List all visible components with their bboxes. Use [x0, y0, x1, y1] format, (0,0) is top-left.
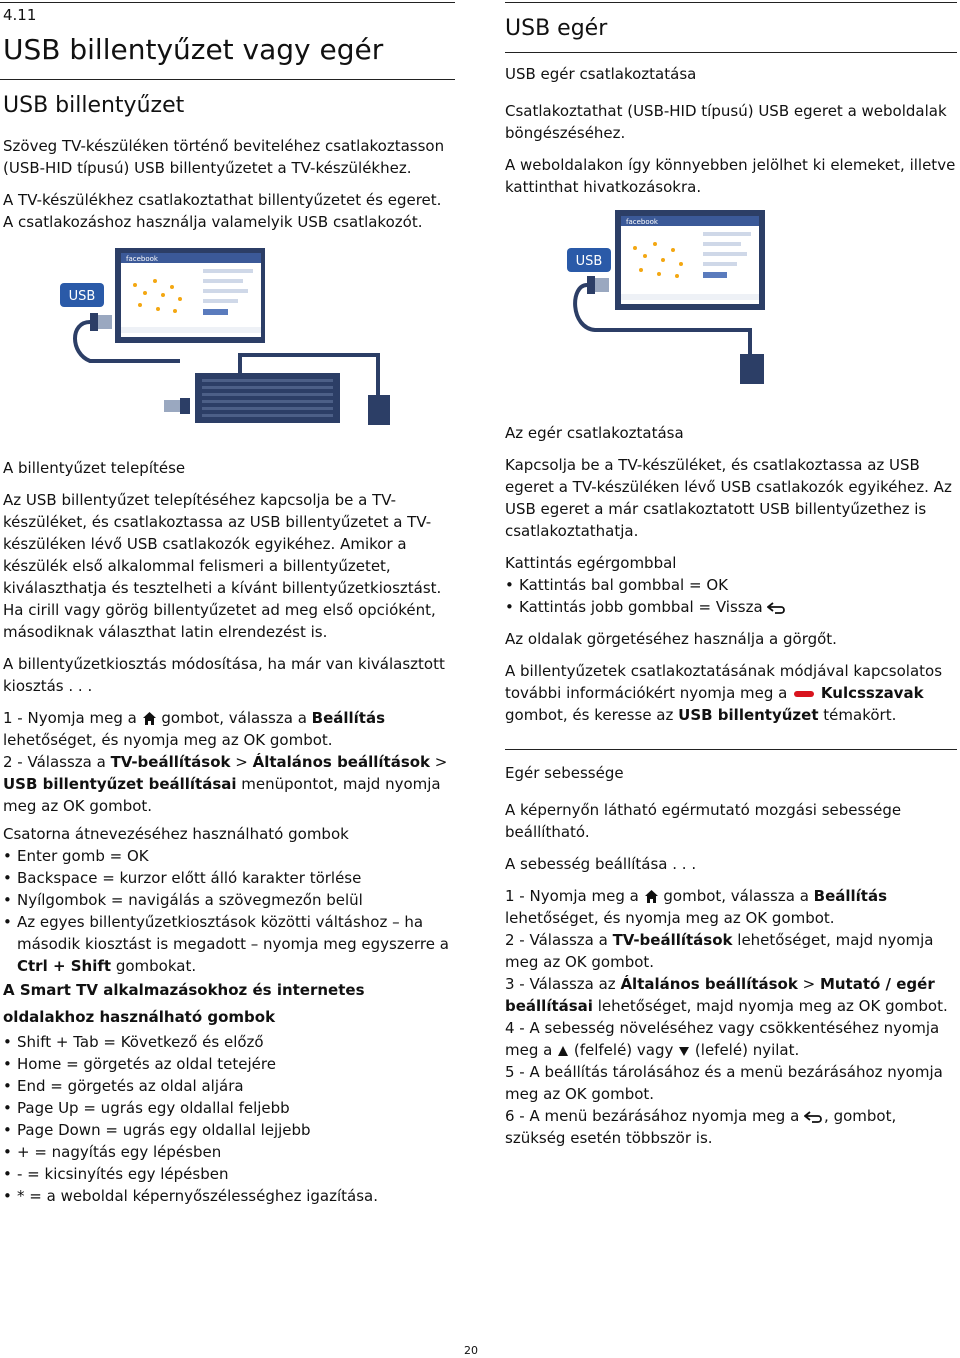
- usb-keyboard-term: USB billentyűzet: [678, 706, 819, 724]
- section-number: 4.11: [3, 6, 37, 24]
- keywords-term: Kulcsszavak: [820, 684, 924, 702]
- step-text: lehetőséget, és nyomja meg az: [505, 909, 746, 927]
- usb-label: USB: [68, 289, 96, 304]
- mouse-heading-rule: [505, 52, 957, 53]
- mouse-paragraph-1: Csatlakoztathat (USB-HID típusú) USB egeret a weboldalak böngészéséhez.: [505, 102, 947, 142]
- smart-heading: A Smart TV alkalmazásokhoz és internetes oldalakhoz használható gombok: [3, 981, 365, 1026]
- list-text: gombokat.: [111, 957, 197, 975]
- settings-term: Beállítás: [311, 709, 386, 727]
- install-text: csatlakozók egyikéhez. Amikor a készülék első alkalommal felismeri a billentyűzetet, kiválaszthatja és tesztelheti a kívánt billentyűzetkiosztást. Ha cirill vagy görög billentyűzetet ad meg első opcióként, másodiknak választhat latin elrendezést is.: [3, 535, 442, 641]
- step-text: 1 - Nyomja meg a: [505, 887, 644, 905]
- smart-list: [3, 1031, 458, 1207]
- install-paragraph-1: [3, 489, 458, 643]
- general-settings-term: Általános beállítások: [252, 753, 431, 771]
- back-term: Vissza: [715, 598, 763, 616]
- mouse-heading: USB egér: [505, 16, 608, 41]
- step-text: gombot.: [586, 1085, 655, 1103]
- back-icon: [804, 1111, 824, 1123]
- more-text: témakört.: [818, 706, 897, 724]
- keyboard-device: [195, 373, 340, 423]
- tv-settings-term: TV-beállítások: [110, 753, 231, 771]
- list-item: • Page Up = ugrás egy oldallal feljebb: [3, 1097, 458, 1119]
- settings-term: Beállítás: [813, 887, 888, 905]
- install-body: [3, 489, 458, 1207]
- speed-step-3: [505, 973, 957, 1017]
- ok-term: OK: [745, 909, 768, 927]
- mouse-intro: [505, 100, 957, 198]
- usb-badge: [60, 283, 104, 307]
- step-text: gombot, válassza a: [156, 709, 312, 727]
- step-text: gombot.: [767, 909, 835, 927]
- list-item: [505, 596, 957, 618]
- list-item: [3, 911, 458, 977]
- speed-step-6: [505, 1105, 957, 1149]
- step-text: gombot.: [84, 797, 153, 815]
- mouse-paragraph-2: A weboldalakon így könnyebben jelölhet ki elemeket, illetve kattinthat hivatkozásokra.: [505, 156, 956, 196]
- install-paragraph-2: A billentyűzetkiosztás módosítása, ha már van kiválasztott kiosztás . . .: [3, 655, 445, 695]
- step-text: 6 - A menü bezárásához nyomja meg a: [505, 1107, 805, 1125]
- arrow-down-icon: [678, 1045, 690, 1057]
- list-text: Az egyes billentyűzetkiosztások közötti váltáshoz – ha második kiosztást is megadott – nyomja meg egyszerre a: [17, 913, 449, 953]
- connect-text: csatlakozók egyikéhez. Az USB egeret a már csatlakoztatott USB billentyűzethez is csatlakoztathatja.: [505, 478, 952, 540]
- step-text: gombot.: [586, 953, 655, 971]
- list-item: • Shift + Tab = Következő és előző: [3, 1031, 458, 1053]
- step-text: gombot, válassza a: [658, 887, 814, 905]
- intro-text: A csatlakozáshoz használja valamelyik: [3, 213, 298, 231]
- usb-badge: [567, 248, 611, 272]
- general-settings-term: Általános beállítások: [620, 975, 798, 993]
- speed-rule: [505, 749, 957, 750]
- top-rule-left: [0, 2, 455, 3]
- more-text: A billentyűzetek csatlakoztatásának módjával kapcsolatos további információkért nyomja meg a: [505, 662, 943, 702]
- install-step-1: [3, 707, 458, 751]
- speed-step-1: [505, 885, 957, 929]
- speed-paragraph-2: A sebesség beállítása . . .: [505, 855, 697, 873]
- mouse-device: [740, 354, 764, 384]
- title-rule: [0, 79, 455, 80]
- step-text: 3 - Válassza az: [505, 975, 621, 993]
- step-text: gombot.: [880, 997, 948, 1015]
- ok-term: OK: [243, 731, 266, 749]
- tv-settings-term: TV-beállítások: [612, 931, 733, 949]
- step-text: 1 - Nyomja meg a: [3, 709, 142, 727]
- step-text: (lefelé) nyilat.: [690, 1041, 800, 1059]
- list-item: • End = görgetés az oldal aljára: [3, 1075, 458, 1097]
- list-item: • Nyílgombok = navigálás a szövegmezőn belül: [3, 889, 458, 911]
- list-text: Kattintás jobb gombbal =: [519, 598, 716, 616]
- page-number: 20: [464, 1344, 478, 1357]
- more-info-paragraph: [505, 660, 957, 726]
- separator: >: [230, 753, 253, 771]
- list-item: • Home = görgetés az oldal tetejére: [3, 1053, 458, 1075]
- back-icon: [767, 602, 787, 614]
- tv-screen: [115, 248, 265, 343]
- list-text: Kattintás bal gombbal =: [519, 576, 707, 594]
- step-text: 2 - Válassza a: [3, 753, 111, 771]
- connect-body: [505, 454, 957, 726]
- mouse-sub-heading: USB egér csatlakoztatása: [505, 65, 697, 83]
- speed-step-2: [505, 929, 957, 973]
- facebook-logo: facebook: [126, 255, 158, 263]
- speed-step-5: [505, 1061, 957, 1105]
- step-text: 4 - A sebesség növeléséhez vagy csökkentéséhez nyomja meg a: [505, 1019, 940, 1059]
- separator: >: [797, 975, 820, 993]
- facebook-logo: facebook: [626, 218, 658, 226]
- step-text: lehetőséget, majd nyomja meg az: [505, 931, 934, 971]
- click-heading: Kattintás egérgombbal: [505, 554, 677, 572]
- ok-term: OK: [564, 1085, 587, 1103]
- keyboard-intro: [3, 135, 458, 233]
- more-text: gombot, és keresse az: [505, 706, 679, 724]
- pointer-settings-term: Mutató / egér beállításai: [505, 975, 935, 1015]
- click-list: [505, 574, 957, 618]
- ok-term: OK: [858, 997, 881, 1015]
- page-title: USB billentyűzet vagy egér: [3, 33, 384, 66]
- step-text: 5 - A beállítás tárolásához és a menü bezárásához nyomja meg az: [505, 1063, 943, 1103]
- red-key-icon: [794, 691, 814, 697]
- ok-term: OK: [564, 953, 587, 971]
- intro-text: A TV-készülékhez csatlakoztathat billentyűzetet és egeret.: [3, 191, 442, 209]
- connect-heading: Az egér csatlakoztatása: [505, 424, 684, 442]
- connect-paragraph: [505, 454, 957, 542]
- list-item: • Page Down = ugrás egy oldallal lejjebb: [3, 1119, 458, 1141]
- usb-label: USB: [575, 254, 603, 269]
- step-text: gombot.: [265, 731, 333, 749]
- list-item: • Backspace = kurzor előtt álló karakter törlése: [3, 867, 458, 889]
- intro-paragraph-2: [3, 189, 458, 233]
- keyboard-heading: USB billentyűzet: [3, 93, 185, 118]
- usb-term: USB: [126, 535, 158, 553]
- step-text: menüpontot, majd nyomja meg az: [3, 775, 441, 815]
- list-item: [505, 574, 957, 596]
- top-rule-right: [505, 2, 957, 3]
- install-text: Az USB billentyűzet telepítéséhez kapcsolja be a TV-készüléket, és csatlakoztassa az USB billentyűzetet a TV-készüléken lévő: [3, 491, 432, 553]
- usb-term: USB: [297, 213, 329, 231]
- separator: >: [430, 753, 448, 771]
- step-text: lehetőséget, majd nyomja meg az: [592, 997, 859, 1015]
- rename-list: [3, 845, 458, 977]
- step-text: (felfelé) vagy: [569, 1041, 679, 1059]
- step-text: , gombot, szükség esetén többször is.: [505, 1107, 897, 1147]
- speed-paragraph-1: A képernyőn látható egérmutató mozgási sebessége beállítható.: [505, 801, 902, 841]
- connect-text: Kapcsolja be a TV-készüléket, és csatlakoztassa az USB egeret a TV-készüléken lévő: [505, 456, 920, 496]
- intro-text: csatlakozót.: [328, 213, 423, 231]
- home-icon: [644, 889, 659, 904]
- list-item: • Enter gomb = OK: [3, 845, 458, 867]
- install-heading: A billentyűzet telepítése: [3, 459, 186, 477]
- ok-term: OK: [706, 576, 728, 594]
- rename-heading: Csatorna átnevezéséhez használható gombok: [3, 825, 349, 843]
- mouse-illustration: [565, 208, 775, 388]
- list-item: • + = nagyítás egy lépésben: [3, 1141, 458, 1163]
- step-text: lehetőséget, és nyomja meg az: [3, 731, 244, 749]
- usb-term: USB: [720, 478, 752, 496]
- home-icon: [142, 711, 157, 726]
- arrow-up-icon: [557, 1045, 569, 1057]
- step-text: 2 - Válassza a: [505, 931, 613, 949]
- speed-heading: Egér sebessége: [505, 764, 624, 782]
- install-step-2: [3, 751, 458, 817]
- tv-screen: [615, 210, 765, 310]
- list-item: • - = kicsinyítés egy lépésben: [3, 1163, 458, 1185]
- ctrl-shift-term: Ctrl + Shift: [17, 957, 112, 975]
- usb-keyboard-settings-term: USB billentyűzet beállításai: [3, 775, 237, 793]
- ok-term: OK: [62, 797, 85, 815]
- list-item: • * = a weboldal képernyőszélességhez igazítása.: [3, 1185, 458, 1207]
- speed-step-4: [505, 1017, 957, 1061]
- mouse-device: [368, 395, 390, 425]
- intro-paragraph-1: Szöveg TV-készüléken történő beviteléhez csatlakoztasson (USB-HID típusú) USB billentyűzetet a TV-készülékhez.: [3, 137, 445, 177]
- speed-body: [505, 799, 957, 1149]
- keyboard-illustration: [60, 243, 400, 433]
- scroll-paragraph: Az oldalak görgetéséhez használja a görgőt.: [505, 630, 837, 648]
